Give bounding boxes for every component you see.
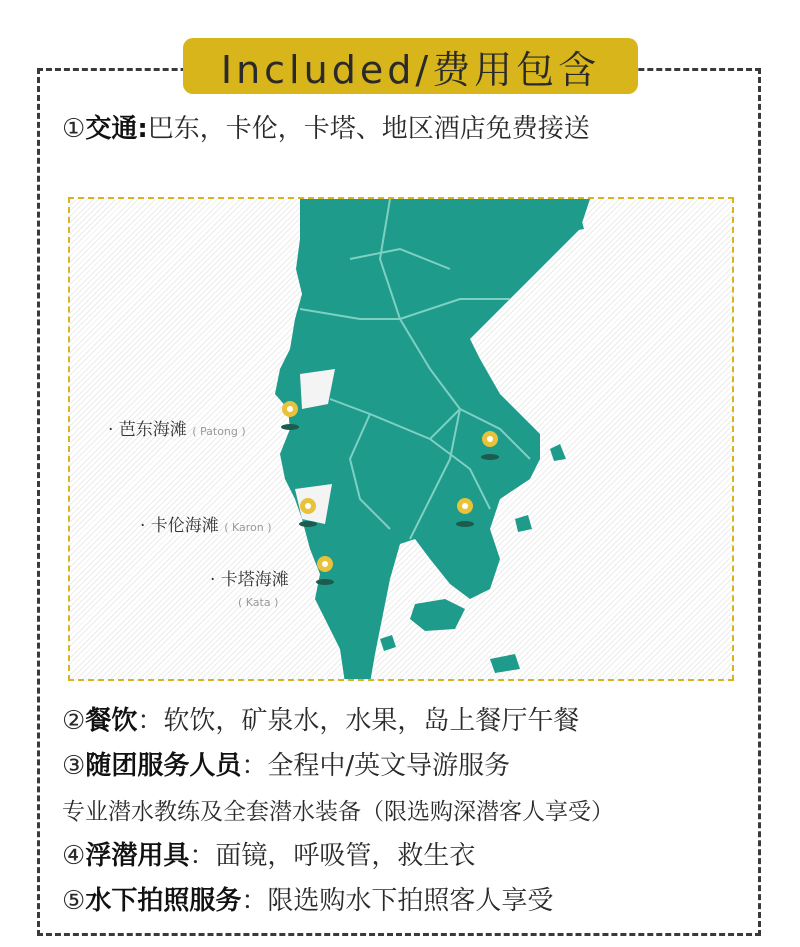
item-meals xyxy=(62,700,579,737)
item-text: ：软饮，矿泉水，水果，岛上餐厅午餐 xyxy=(137,706,580,736)
place-name: · 卡塔海滩 xyxy=(210,570,289,590)
item-text: ：限选购水下拍照客人享受 xyxy=(241,886,554,916)
place-name: · 卡伦海滩 xyxy=(140,516,219,536)
map-svg xyxy=(70,199,734,681)
item-staff-extra: 专业潜水教练及全套潜水装备（限选购深潜客人享受） xyxy=(62,799,614,825)
item-number: ⑤ xyxy=(62,886,86,916)
section-title: Included/费用包含 xyxy=(183,38,638,94)
item-heading: 水下拍照服务 xyxy=(85,886,242,916)
island-shape xyxy=(490,654,520,673)
island-shape xyxy=(515,515,532,532)
item-heading: 浮潜用具 xyxy=(85,841,190,871)
place-label-karon xyxy=(140,511,272,536)
item-number: ① xyxy=(62,114,86,144)
place-name-en: ( Karon ) xyxy=(224,521,272,534)
item-transport xyxy=(62,108,590,145)
item-heading: 随团服务人员 xyxy=(85,751,242,781)
item-text: ：全程中/英文导游服务 xyxy=(241,751,511,781)
item-heading: 交通: xyxy=(85,114,148,144)
place-label-kata-en xyxy=(238,591,278,611)
item-number: ③ xyxy=(62,751,86,781)
place-label-kata xyxy=(210,565,289,590)
place-label-patong xyxy=(108,415,246,440)
place-name: · 芭东海滩 xyxy=(108,420,187,440)
item-photo xyxy=(62,880,553,917)
item-staff xyxy=(62,745,510,782)
item-number: ② xyxy=(62,706,86,736)
item-heading: 餐饮 xyxy=(85,706,138,736)
item-snorkel xyxy=(62,835,475,872)
island-shape xyxy=(380,635,396,651)
place-name-en: ( Kata ) xyxy=(238,596,279,609)
island-shape xyxy=(550,444,566,461)
item-number: ④ xyxy=(62,841,86,871)
item-text: ：面镜，呼吸管，救生衣 xyxy=(189,841,476,871)
phuket-map xyxy=(68,197,734,681)
island-shape xyxy=(410,599,465,631)
item-text: 巴东，卡伦，卡塔、地区酒店免费接送 xyxy=(147,114,590,144)
place-name-en: ( Patong ) xyxy=(192,425,246,438)
